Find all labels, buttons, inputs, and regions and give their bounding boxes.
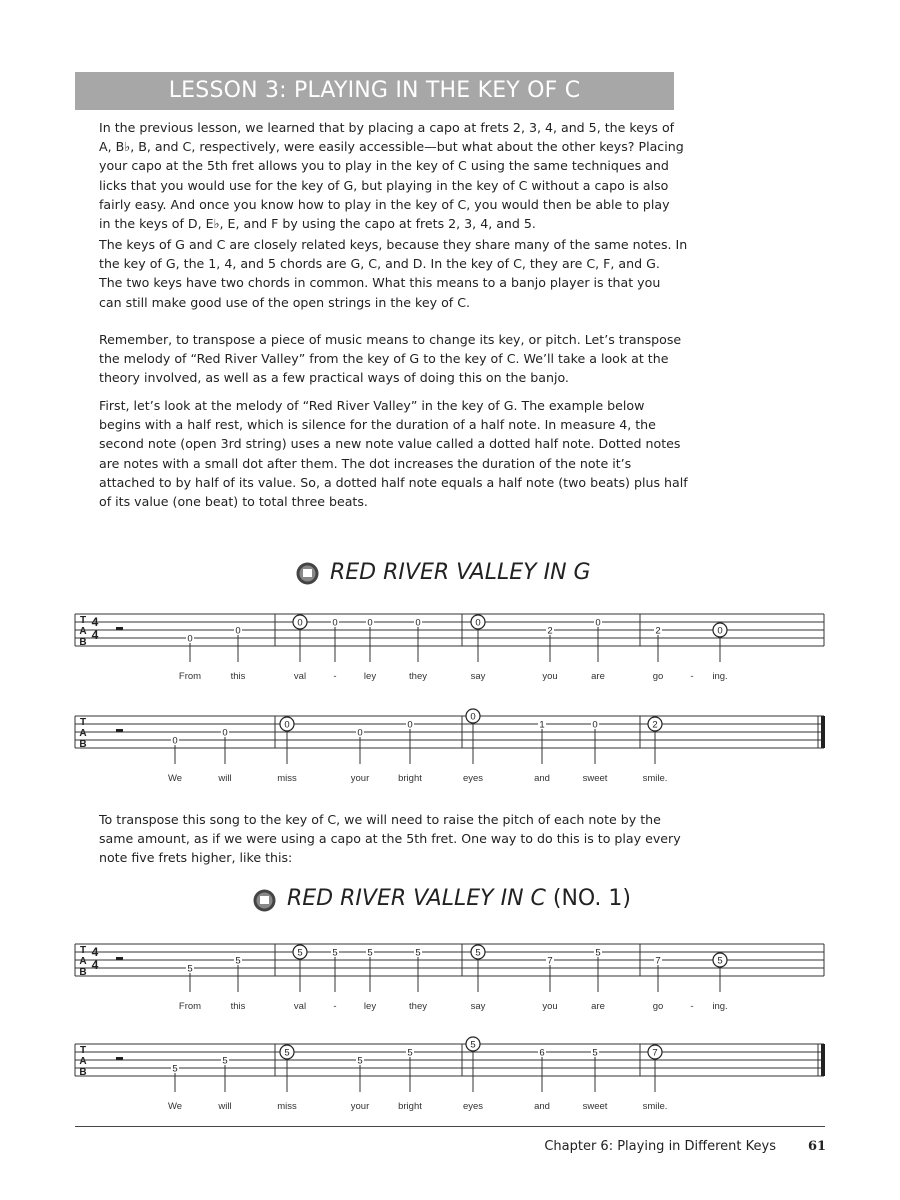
text-line: in the keys of D, E♭, E, and F by using the capo at frets 2, 3, 4, and 5. [99,216,536,232]
half-rest [116,729,123,732]
fret-number: 2 [652,719,658,731]
audio-track-icon[interactable] [296,562,319,585]
tab-clef-letter: A [79,728,87,739]
half-rest [116,1057,123,1060]
fret-number: 0 [357,727,363,739]
lyric-syllable: smile. [642,773,668,784]
fret-number: 0 [415,617,421,629]
lyric-syllable: they [409,1001,427,1012]
fret-number: 6 [539,1047,545,1059]
text-line: of its value (one beat) to total three beats. [99,494,368,510]
tab-system [0,1038,900,1118]
example-subtitle: (NO. 1) [545,886,631,911]
lyric-syllable: go [652,671,664,682]
lyric-syllable: - [333,671,337,682]
text-line: fairly easy. And once you know how to play in the key of C, you would then be able to play [99,196,670,212]
final-barline [821,1044,825,1076]
lyric-syllable: and [534,773,550,784]
fret-number: 0 [187,633,193,645]
text-line: the key of G, the 1, 4, and 5 chords are G, C, and D. In the key of C, they are C, F, and G. [99,256,660,272]
half-rest [116,957,123,960]
final-barline [821,716,825,748]
fret-number: 5 [235,955,241,967]
time-signature-digit: 4 [91,958,99,972]
lyric-syllable: We [167,1101,183,1112]
fret-number: 5 [592,1047,598,1059]
lyric-syllable: val [293,1001,307,1012]
lyric-syllable: you [542,1001,558,1012]
fret-number: 0 [717,625,723,637]
fret-number: 7 [652,1047,658,1059]
lyric-syllable: go [652,1001,664,1012]
lyric-syllable: you [542,671,558,682]
lyric-syllable: We [167,773,183,784]
tab-clef-letter: T [79,1045,87,1056]
lyric-syllable: eyes [462,1101,484,1112]
paragraph-3 [99,330,682,388]
fret-number: 0 [592,719,598,731]
page-number: 61 [808,1139,827,1154]
tab-clef-letter: B [79,1067,87,1078]
lyric-syllable: ing. [712,1001,728,1012]
fret-number: 5 [475,947,481,959]
lyric-syllable: bright [398,1101,422,1112]
fret-number: 0 [284,719,290,731]
fret-number: 5 [470,1039,476,1051]
fret-number: 5 [367,947,373,959]
lesson-title: LESSON 3: PLAYING IN THE KEY OF C [168,78,581,103]
lyric-syllable: they [409,671,427,682]
tab-clef-letter: T [79,717,87,728]
fret-number: 5 [717,955,723,967]
fret-number: 0 [332,617,338,629]
lyric-syllable: smile. [642,1101,668,1112]
lyric-syllable: will [218,773,232,784]
lyric-syllable: ley [363,1001,377,1012]
fret-number: 2 [655,625,661,637]
text-line: licks that you would use for the key of G, but playing in the key of C without a capo is also [99,177,669,193]
tab-clef-letter: T [79,945,87,956]
fret-number: 5 [415,947,421,959]
fret-number: 5 [172,1063,178,1075]
tab-clef-letter: A [79,1056,87,1067]
text-line: The two keys have two chords in common. What this means to a banjo player is that you [99,275,661,291]
lyric-syllable: ley [363,671,377,682]
lyric-syllable: sweet [582,773,608,784]
lyric-syllable: val [293,671,307,682]
tab-clef-letter: A [79,626,87,637]
tab-clef-letter: B [79,739,87,750]
paragraph-5 [99,810,679,868]
text-line: Remember, to transpose a piece of music means to change its key, or pitch. Let’s transpose [99,332,682,347]
fret-number: 0 [475,617,481,629]
footer-rule [75,1126,825,1127]
lyric-syllable: eyes [462,773,484,784]
lyric-syllable: your [350,773,370,784]
time-signature-digit: 4 [91,945,99,959]
tab-clef-letter: T [79,615,87,626]
fret-number: 1 [539,719,545,731]
lyric-syllable: miss [277,1101,297,1112]
fret-number: 0 [172,735,178,747]
half-rest [116,627,123,630]
text-line: can still make good use of the open strings in the key of C. [99,294,471,310]
lyric-syllable: are [591,1001,605,1012]
fret-number: 5 [187,963,193,975]
fret-number: 7 [547,955,553,967]
fret-number: 2 [547,625,553,637]
lyric-syllable: - [690,1001,694,1012]
lyric-syllable: sweet [582,1101,608,1112]
lyric-syllable: are [591,671,605,682]
fret-number: 0 [297,617,303,629]
text-line: same amount, as if we were using a capo at the 5th fret. One way to do this is to play every [99,831,681,847]
example-title-text: RED RIVER VALLEY IN G [330,560,591,585]
tab-system [0,608,900,688]
text-line: begins with a half rest, which is silence for the duration of a half note. In measure 4, the [99,417,656,433]
lyric-syllable: your [350,1101,370,1112]
fret-number: 0 [407,719,413,731]
lyric-syllable: will [218,1101,232,1112]
lyric-syllable: say [470,671,486,682]
text-line: To transpose this song to the key of C, we will need to raise the pitch of each note by the [99,812,661,827]
fret-number: 5 [297,947,303,959]
text-line: theory involved, as well as a few practical ways of doing this on the banjo. [99,370,569,386]
fret-number: 0 [235,625,241,637]
lyric-syllable: say [470,1001,486,1012]
text-line: attached to by half of its value. So, a dotted half note equals a half note (two beats) plus half [99,474,688,490]
example-title-g [330,560,591,585]
fret-number: 5 [407,1047,413,1059]
lyric-syllable: miss [277,773,297,784]
paragraph-1 [99,118,684,233]
lyric-syllable: From [178,1001,202,1012]
lyric-syllable: ing. [712,671,728,682]
example-title-c [287,886,631,911]
tab-clef-letter: B [79,967,87,978]
text-line: First, let’s look at the melody of “Red River Valley” in the key of G. The example below [99,398,645,413]
fret-number: 0 [595,617,601,629]
lyric-syllable: - [690,671,694,682]
text-line: the melody of “Red River Valley” from the key of G to the key of C. We’ll take a look at the [99,351,669,367]
lyric-syllable: this [230,1001,246,1012]
lyric-syllable: From [178,671,202,682]
fret-number: 7 [655,955,661,967]
lyric-syllable: - [333,1001,337,1012]
text-line: A, B♭, B, and C, respectively, were easily accessible—but what about the other keys? Placing [99,139,684,155]
fret-number: 0 [222,727,228,739]
text-line: are notes with a small dot after them. The dot increases the duration of the note it’s [99,455,632,471]
chapter-footer: Chapter 6: Playing in Different Keys [544,1139,776,1154]
time-signature-digit: 4 [91,615,99,629]
fret-number: 0 [470,711,476,723]
paragraph-4 [99,396,688,511]
lyric-syllable: and [534,1101,550,1112]
text-line: The keys of G and C are closely related keys, because they share many of the same notes. In [99,237,688,252]
fret-number: 5 [357,1055,363,1067]
lyric-syllable: bright [398,773,422,784]
time-signature-digit: 4 [91,628,99,642]
tab-clef-letter: B [79,637,87,648]
fret-number: 5 [595,947,601,959]
paragraph-2 [99,235,688,312]
lesson-banner [75,72,674,110]
tab-system [0,710,900,790]
fret-number: 5 [284,1047,290,1059]
tab-system [0,938,900,1018]
audio-track-icon[interactable] [253,889,276,912]
text-line: In the previous lesson, we learned that by placing a capo at frets 2, 3, 4, and 5, the keys of [99,120,675,135]
fret-number: 0 [367,617,373,629]
text-line: note five frets higher, like this: [99,850,293,866]
fret-number: 5 [332,947,338,959]
text-line: your capo at the 5th fret allows you to play in the key of C using the same techniques and [99,158,669,174]
tab-clef-letter: A [79,956,87,967]
text-line: second note (open 3rd string) uses a new note value called a dotted half note. Dotted notes [99,436,681,452]
fret-number: 5 [222,1055,228,1067]
lyric-syllable: this [230,671,246,682]
example-title-text: RED RIVER VALLEY IN C [287,886,546,911]
